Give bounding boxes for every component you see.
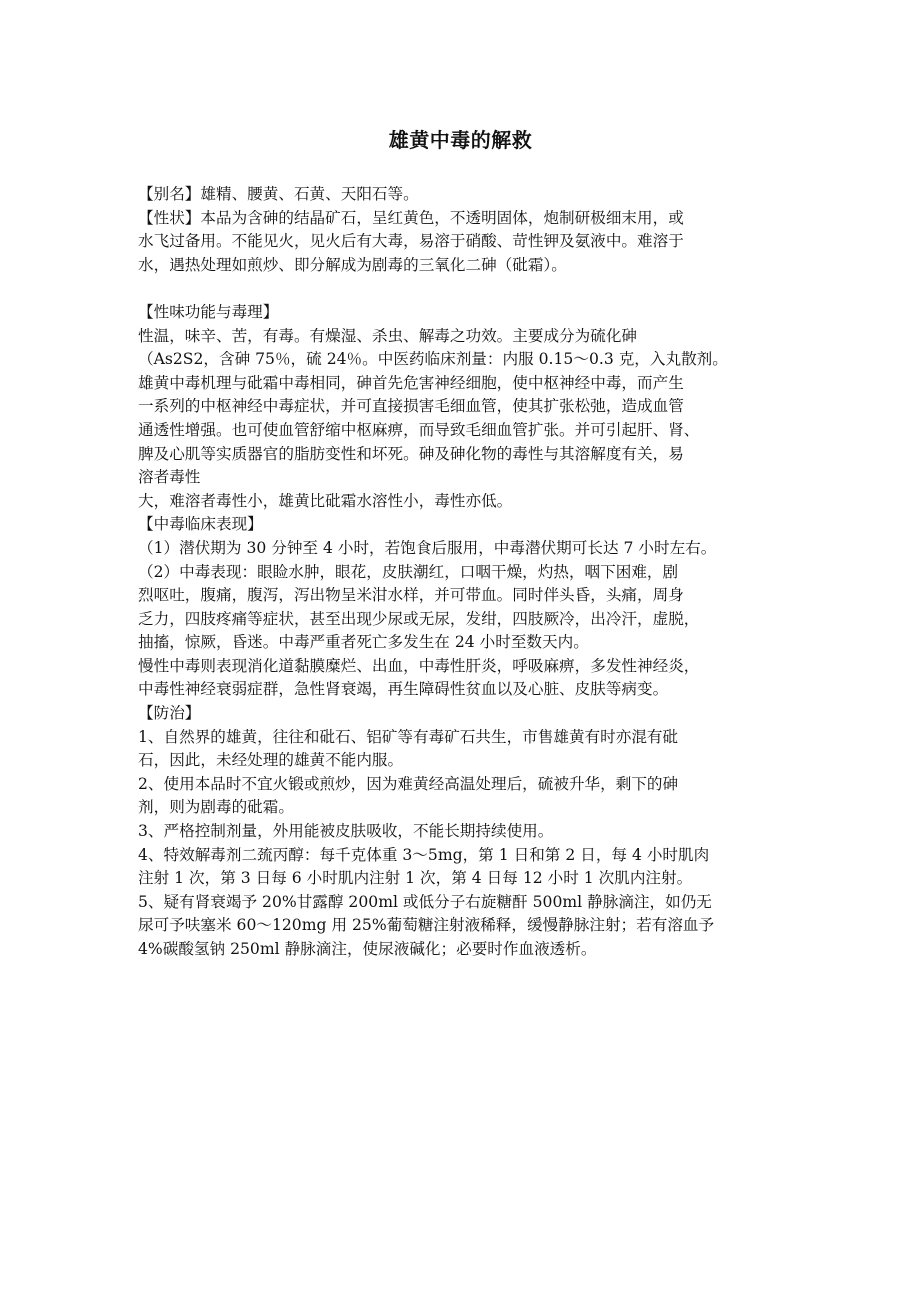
text-line: 通透性增强。也可使血管舒缩中枢麻痹，而导致毛细血管扩张。并可引起肝、肾、 — [138, 420, 700, 439]
text-line: 抽搐，惊厥，昏迷。中毒严重者死亡多发生在 24 小时至数天内。 — [138, 633, 589, 652]
blank-line — [138, 277, 788, 301]
text-line: （2）中毒表现：眼睑水肿，眼花，皮肤潮红，口咽干燥，灼热，咽下困难，剧 — [138, 562, 679, 581]
text-line: 大，难溶者毒性小，雄黄比砒霜水溶性小，毒性亦低。 — [138, 491, 513, 510]
text-line: 4%碳酸氢钠 250ml 静脉滴注，使尿液碱化；必要时作血液透析。 — [138, 940, 597, 958]
text-line: 脾及心肌等实质器官的脂肪变性和坏死。砷及砷化物的毒性与其溶解度有关，易 — [138, 444, 684, 463]
document-body — [138, 183, 788, 962]
text-line: 石，因此，未经处理的雄黄不能内服。 — [138, 751, 404, 770]
text-line: 1、自然界的雄黄，往往和砒石、铝矿等有毒矿石共生，市售雄黄有时亦混有砒 — [138, 727, 679, 746]
section-heading: 【性状】本品为含砷的结晶矿石，呈红黄色，不透明固体，炮制研极细末用，或 — [138, 208, 684, 227]
text-line: 烈呕吐，腹痛，腹泻，泻出物呈米泔水样，并可带血。同时伴头昏，头痛，周身 — [138, 586, 684, 605]
text-line: 4、特效解毒剂二巯丙醇：每千克体重 3～5mg，第 1 日和第 2 日，每 4 小时肌肉 — [138, 845, 710, 864]
text-line: 慢性中毒则表现消化道黏膜糜烂、出血，中毒性肝炎，呼吸麻痹，多发性神经炎， — [138, 656, 700, 675]
text-line: 乏力，四肢疼痛等症状，甚至出现少尿或无尿，发绀，四肢厥冷，出冷汗，虚脱， — [138, 609, 700, 628]
text-line: 性温，味辛、苦，有毒。有燥湿、杀虫、解毒之功效。主要成分为硫化砷 — [138, 326, 638, 345]
text-line: 雄黄中毒机理与砒霜中毒相同，砷首先危害神经细胞，使中枢神经中毒，而产生 — [138, 373, 684, 392]
text-line: （1）潜伏期为 30 分钟至 4 小时，若饱食后服用，中毒潜伏期可长达 7 小时左右。 — [138, 538, 717, 557]
text-line: （As2S2，含砷 75％，硫 24％。中医药临床剂量：内服 0.15～0.3 克，入丸散剂。 — [138, 350, 728, 369]
text-line: 注射 1 次，第 3 日每 6 小时肌内注射 1 次，第 4 日每 12 小时 1 次肌内注射。 — [138, 869, 693, 888]
text-line: 尿可予呋塞米 60～120mg 用 25%葡萄糖注射液稀释，缓慢静脉注射；若有溶血予 — [138, 916, 715, 935]
text-line: 一系列的中枢神经中毒症状，并可直接损害毛细血管，使其扩张松弛，造成血管 — [138, 397, 684, 416]
text-line: 水飞过备用。不能见火，见火后有大毒，易溶于硝酸、苛性钾及氨液中。难溶于 — [138, 232, 684, 251]
text-line: 2、使用本品时不宜火锻或煎炒，因为难黄经高温处理后，硫被升华，剩下的砷 — [138, 774, 679, 793]
section-heading: 【性味功能与毒理】 — [138, 302, 279, 321]
text-line: 中毒性神经衰弱症群，急性肾衰竭，再生障碍性贫血以及心脏、皮肤等病变。 — [138, 680, 669, 699]
section-heading: 【防治】 — [138, 704, 201, 723]
text-line: 溶者毒性 — [138, 468, 201, 487]
text-line: 水，遇热处理如煎炒、即分解成为剧毒的三氧化二砷（砒霜）。 — [138, 255, 567, 274]
text-line: 剂，则为剧毒的砒霜。 — [138, 798, 294, 817]
section-heading: 【别名】雄精、腰黄、石黄、天阳石等。 — [138, 185, 419, 203]
section-heading: 【中毒临床表现】 — [138, 515, 263, 534]
text-line: 3、严格控制剂量，外用能被皮肤吸收，不能长期持续使用。 — [138, 822, 554, 841]
text-line: 5、疑有肾衰竭予 20%甘露醇 200ml 或低分子右旋糖酐 500ml 静脉滴注，如仍无 — [138, 892, 712, 911]
document-title: 雄黄中毒的解救 — [388, 128, 533, 152]
